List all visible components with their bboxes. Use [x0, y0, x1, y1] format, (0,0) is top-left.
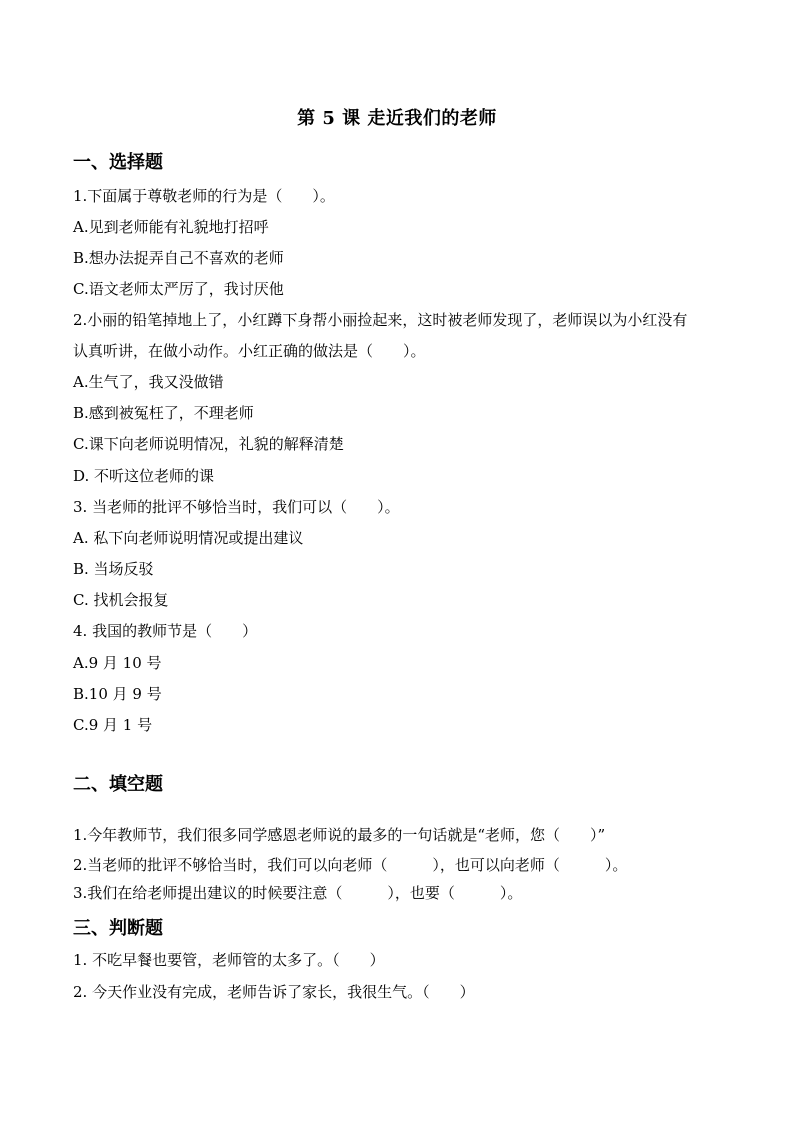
option-line: A. 私下向老师说明情况或提出建议: [73, 529, 304, 547]
option-line: B.感到被冤枉了，不理老师: [73, 404, 254, 422]
question-line: 3.我们在给老师提出建议的时候要注意（ ），也要（ ）。: [73, 884, 523, 902]
question-line: 1.今年教师节，我们很多同学感恩老师说的最多的一句话就是“老师，您（ ）”: [73, 826, 606, 844]
section-heading-fill: 二、填空题: [73, 774, 163, 795]
question-line: 3. 当老师的批评不够恰当时，我们可以（ ）。: [73, 498, 400, 516]
option-line: B. 当场反驳: [73, 560, 154, 578]
option-line: A.生气了，我又没做错: [73, 373, 224, 391]
question-line: 1. 不吃早餐也要管，老师管的太多了。（ ）: [73, 951, 385, 969]
section-heading-judge: 三、判断题: [73, 918, 163, 939]
option-line: C.9 月 1 号: [73, 716, 153, 734]
option-line: C.课下向老师说明情况，礼貌的解释清楚: [73, 435, 344, 453]
page-title: 第 5 课 走近我们的老师: [297, 108, 497, 129]
question-line: 1.下面属于尊敬老师的行为是（ ）。: [73, 187, 335, 205]
question-line: 2.当老师的批评不够恰当时，我们可以向老师（ ），也可以向老师（ ）。: [73, 856, 628, 874]
section-heading-choice: 一、选择题: [73, 152, 163, 173]
option-line: B.10 月 9 号: [73, 685, 162, 703]
option-line: A.见到老师能有礼貌地打招呼: [73, 218, 269, 236]
option-line: D. 不听这位老师的课: [73, 467, 215, 485]
question-line: 2. 今天作业没有完成，老师告诉了家长，我很生气。（ ）: [73, 983, 475, 1001]
option-line: A.9 月 10 号: [73, 654, 162, 672]
question-line: 认真听讲，在做小动作。小红正确的做法是（ ）。: [73, 342, 426, 360]
option-line: C.语文老师太严厉了，我讨厌他: [73, 280, 284, 298]
option-line: C. 找机会报复: [73, 591, 169, 609]
option-line: B.想办法捉弄自己不喜欢的老师: [73, 249, 284, 267]
question-line: 2.小丽的铅笔掉地上了，小红蹲下身帮小丽捡起来，这时被老师发现了，老师误以为小红没有: [73, 311, 688, 329]
question-line: 4. 我国的教师节是（ ）: [73, 622, 258, 640]
